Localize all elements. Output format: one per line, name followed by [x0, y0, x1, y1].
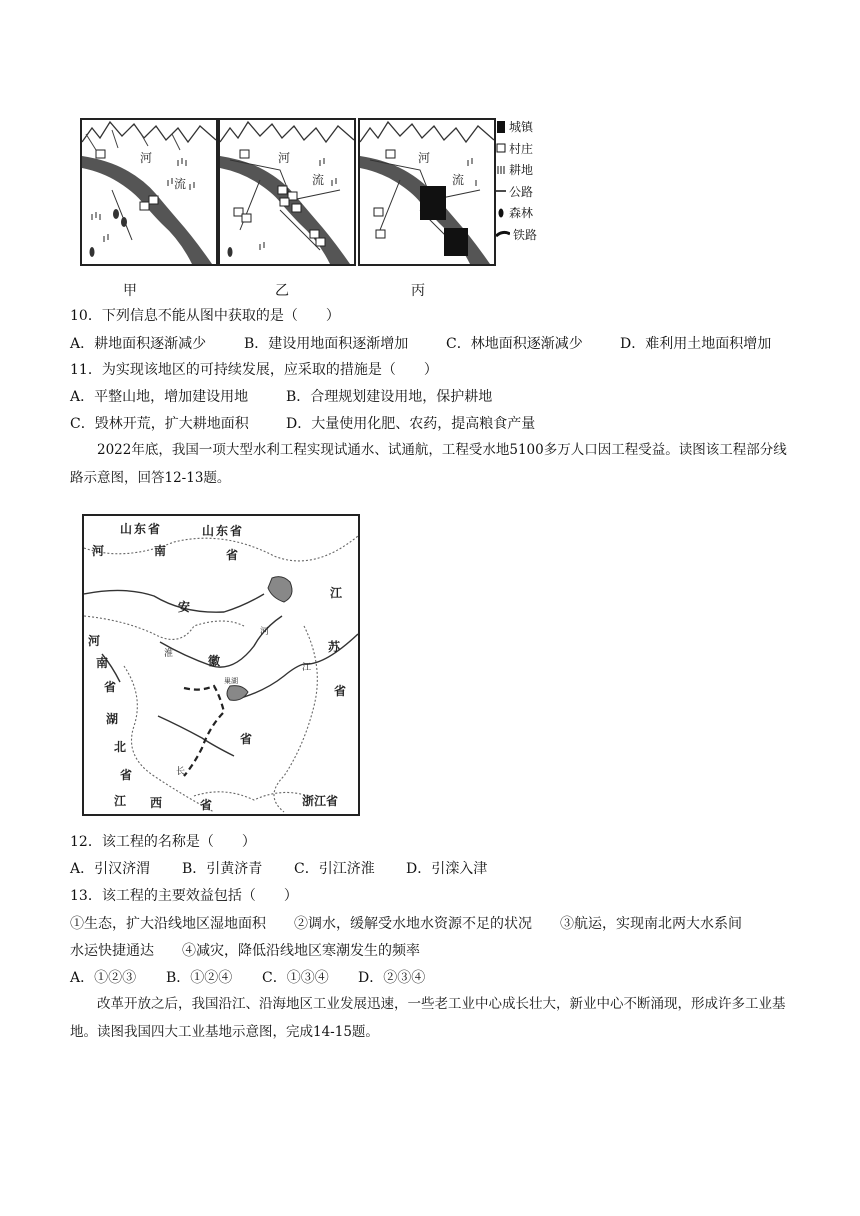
svg-text:河: 河 — [140, 151, 153, 165]
q13-option-c[interactable]: C．①③④ — [262, 970, 329, 986]
hongze-lake — [268, 577, 292, 602]
q12-option-b[interactable]: B．引黄济青 — [182, 861, 263, 877]
q11-option-a[interactable]: A．平整山地，增加建设用地 — [70, 389, 249, 405]
river-south-line — [158, 716, 234, 756]
question-12-options — [70, 859, 487, 879]
forest-icon — [496, 207, 506, 219]
question-11-options-row1 — [70, 387, 492, 407]
panel-jia-map — [80, 118, 218, 266]
legend-village: 村庄 — [496, 138, 546, 160]
huai-river-line — [84, 590, 264, 612]
border-north — [84, 536, 358, 561]
question-12-stem: 12．该工程的名称是（ ） — [70, 834, 256, 850]
svg-text:流: 流 — [174, 177, 187, 191]
q10-option-b[interactable]: B．建设用地面积逐渐增加 — [244, 336, 409, 352]
q12-option-a[interactable]: A．引汉济渭 — [70, 861, 151, 877]
question-13-items-line1: ①生态，扩大沿线地区湿地面积 ②调水，缓解受水地水资源不足的状况 ③航运，实现南北两大水系间 — [70, 916, 742, 932]
passage-water-project: 2022年底，我国一项大型水利工程实现试通水、试通航，工程受水地5100多万人口因工程受益。读图该工程部分线路示意图，回答12-13题。 — [70, 442, 787, 486]
border-central — [84, 616, 244, 639]
legend-farmland: 耕地 — [496, 159, 546, 181]
panel-bing-map — [358, 118, 496, 266]
q13-option-b[interactable]: B．①②④ — [166, 970, 233, 986]
legend-road: 公路 — [496, 181, 546, 203]
svg-text:河: 河 — [278, 151, 291, 165]
village-square-icon — [496, 142, 506, 154]
question-10-options — [70, 334, 771, 354]
q10-option-a[interactable]: A．耕地面积逐渐减少 — [70, 336, 207, 352]
water-project-route-map: 山东省 山东省 河 南 省 安 江 河 南 省 湖 北 省 淮 河 徽 苏 江 省 省 长 江 西 省 浙江省 巢湖 — [82, 514, 360, 816]
legend-railway: 铁路 — [496, 224, 546, 246]
border-east — [274, 626, 317, 812]
railway-icon — [496, 228, 510, 240]
q11-option-d[interactable]: D．大量使用化肥、农药，提高粮食产量 — [286, 416, 536, 432]
question-11-stem: 11．为实现该地区的可持续发展，应采取的措施是（ ） — [70, 362, 438, 378]
q13-option-a[interactable]: A．①②③ — [70, 970, 137, 986]
q10-option-d[interactable]: D．难利用土地面积增加 — [620, 336, 772, 352]
q12-option-d[interactable]: D．引滦入津 — [406, 861, 488, 877]
question-11-options-row2 — [70, 414, 535, 434]
panel-yi-map — [218, 118, 356, 266]
q11-option-c[interactable]: C．毁林开荒，扩大耕地面积 — [70, 416, 249, 432]
svg-text:河: 河 — [418, 151, 431, 165]
svg-text:流: 流 — [312, 173, 325, 187]
land-use-legend — [496, 116, 546, 264]
q13-option-d[interactable]: D．②③④ — [358, 970, 426, 986]
farmland-marks-icon — [496, 164, 506, 176]
border-west — [124, 666, 214, 812]
legend-forest: 森林 — [496, 202, 546, 224]
panel-label-bing: 丙 — [411, 283, 425, 299]
q11-option-b[interactable]: B．合理规划建设用地，保护耕地 — [286, 389, 493, 405]
panel-label-yi: 乙 — [275, 283, 289, 299]
chaohu-lake — [227, 686, 248, 701]
q12-option-c[interactable]: C．引江济淮 — [294, 861, 375, 877]
svg-text:流: 流 — [452, 173, 465, 187]
question-10-stem: 10．下列信息不能从图中获取的是（ ） — [70, 308, 340, 324]
passage-industrial-bases: 改革开放之后，我国沿江、沿海地区工业发展迅速，一些老工业中心成长壮大，新业中心不断涌现，形成许多工业基地。读图我国四大工业基地示意图，完成14-15题。 — [70, 996, 786, 1040]
question-13-items-line2: 水运快捷通达 ④减灾，降低沿线地区寒潮发生的频率 — [70, 943, 420, 959]
town-block-icon — [496, 121, 506, 133]
question-13-stem: 13．该工程的主要效益包括（ ） — [70, 888, 298, 904]
road-line-icon — [496, 185, 506, 197]
q10-option-c[interactable]: C．林地面积逐渐减少 — [446, 336, 583, 352]
panel-label-jia: 甲 — [123, 283, 137, 299]
question-13-options — [70, 968, 425, 988]
legend-town: 城镇 — [496, 116, 546, 138]
